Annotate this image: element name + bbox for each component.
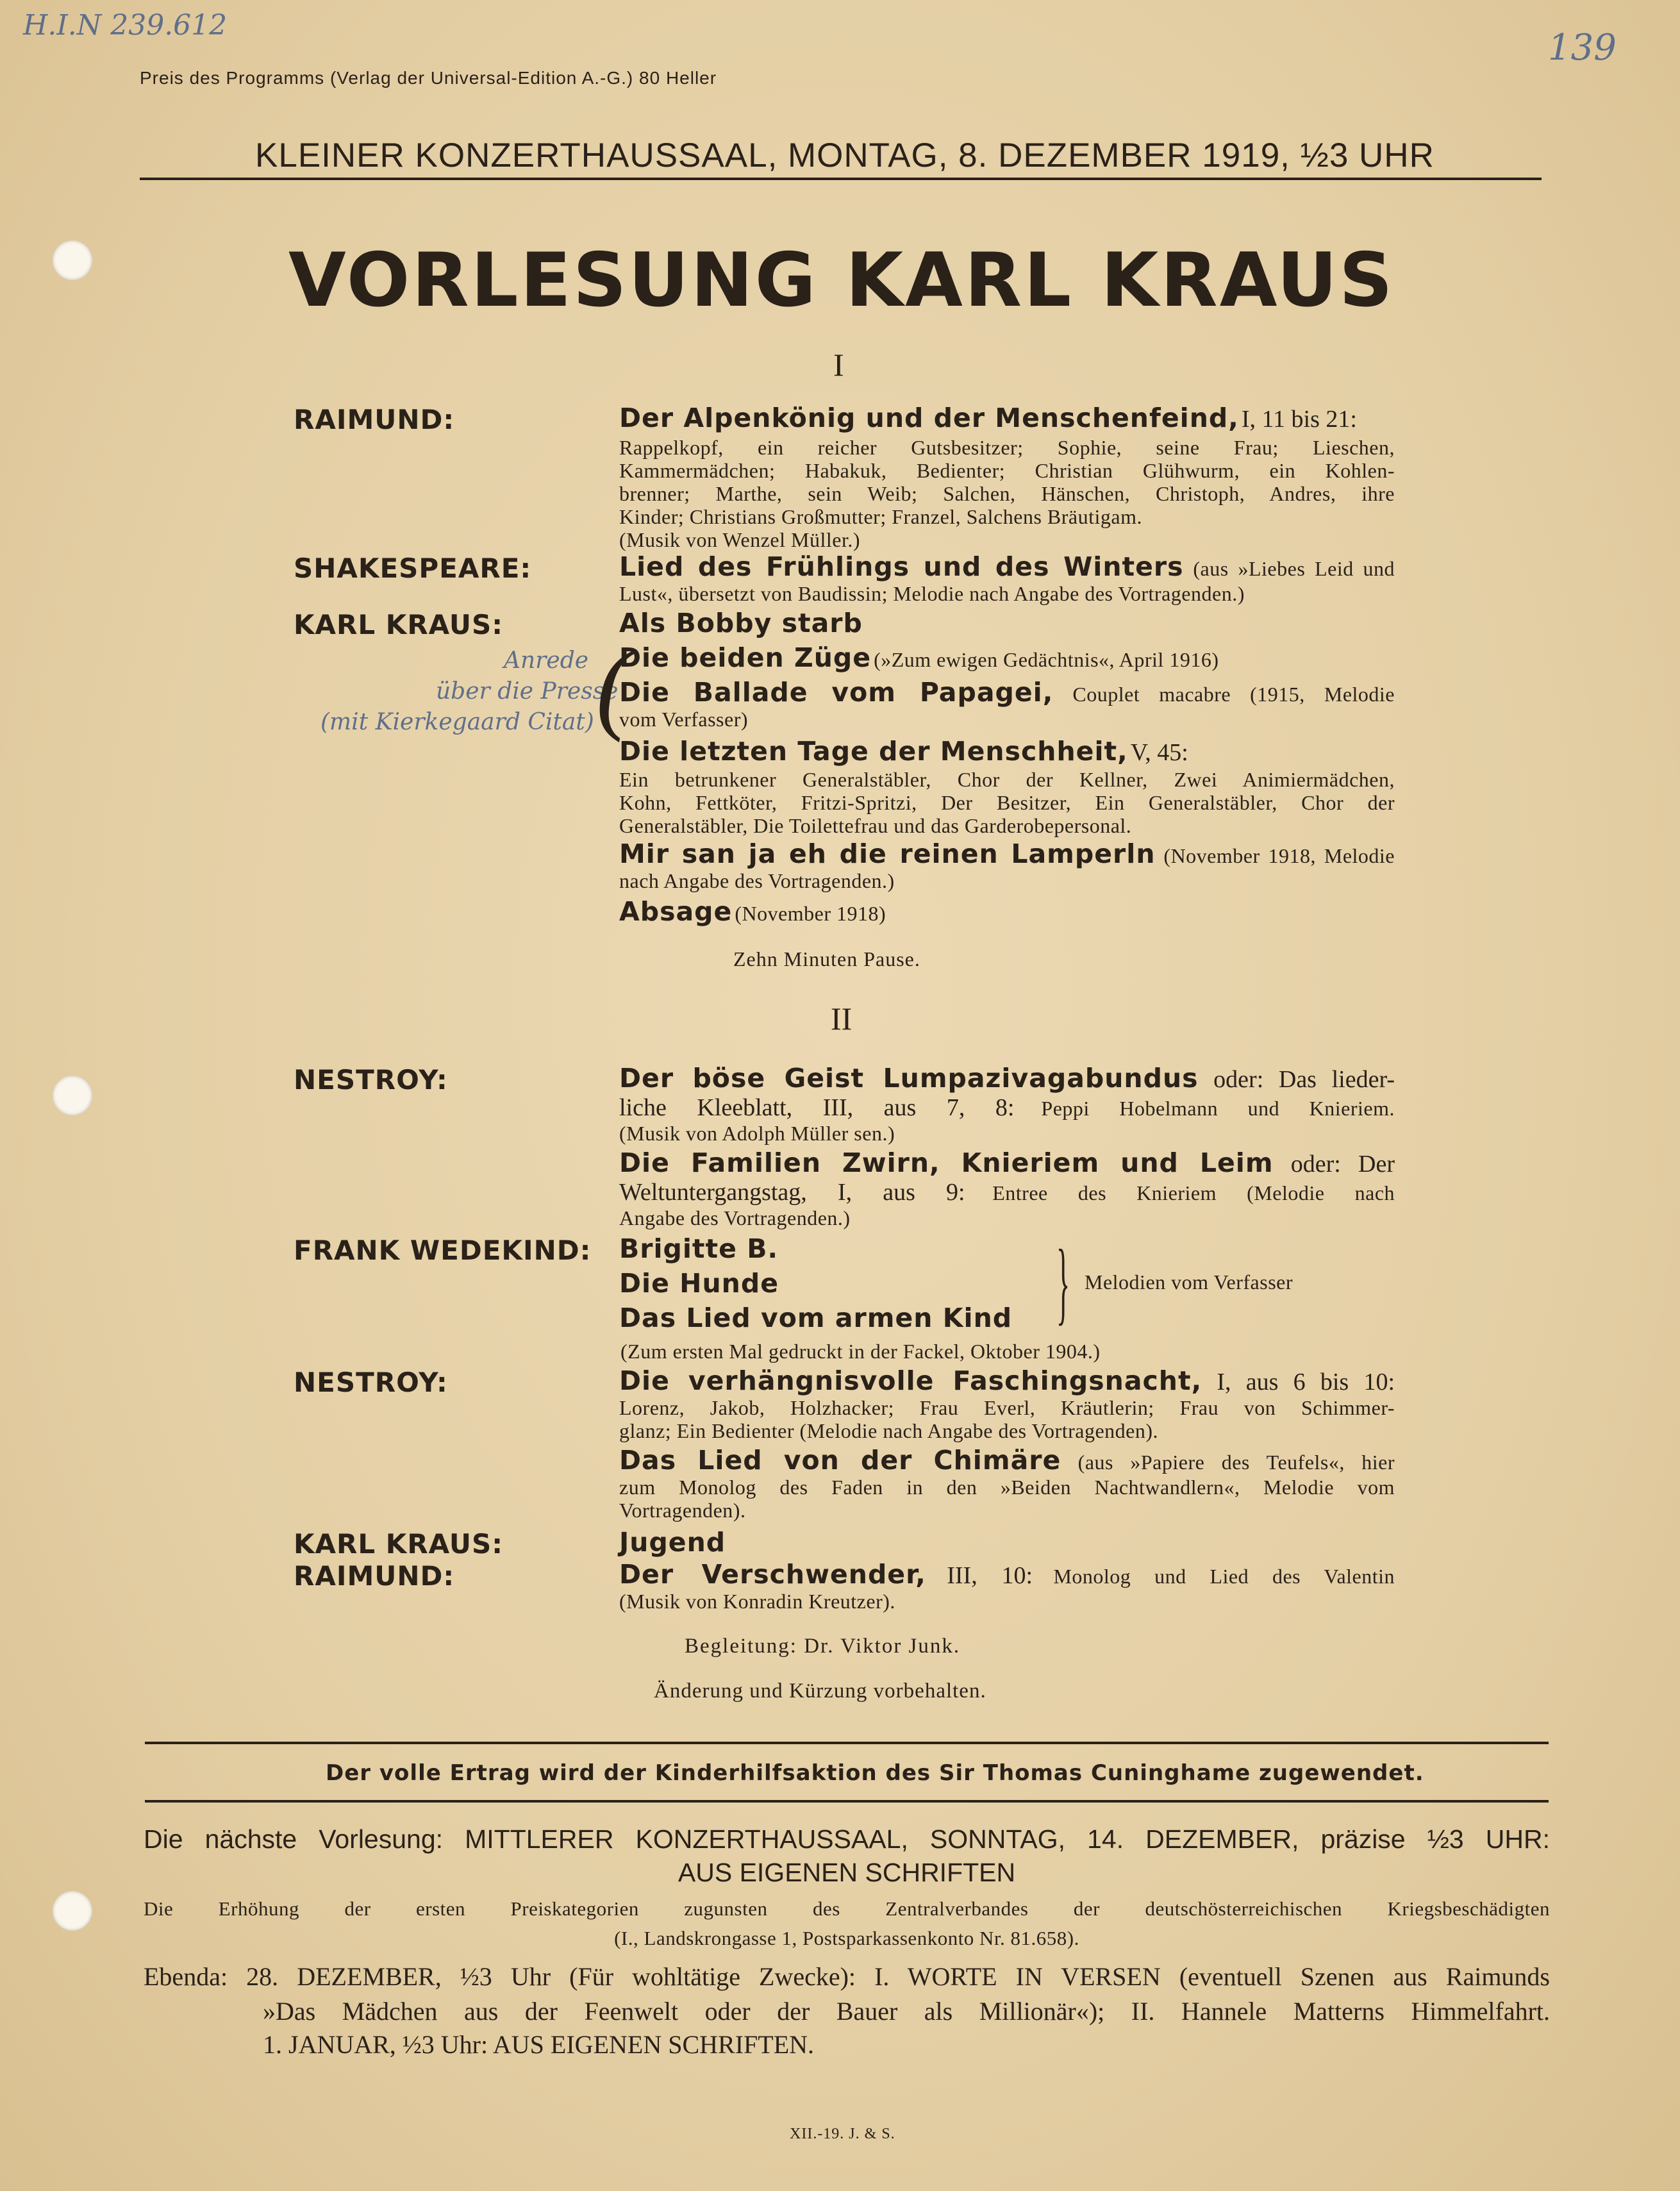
program-item-verschwender: Der Verschwender, III, 10: Monolog und Lied des Valentin (Musik von Konradin Kreutzer). <box>619 1559 1395 1613</box>
page-number: 139 <box>1548 27 1617 69</box>
work-title: Absage <box>619 896 733 927</box>
author-raimund: RAIMUND: <box>294 1560 455 1592</box>
further-readings-line: Ebenda: 28. DEZEMBER, ½3 Uhr (Für wohltätige Zwecke): I. WORTE IN VERSEN (eventuell Szenen aus Raimunds <box>144 1962 1550 1991</box>
further-readings-line: 1. JANUAR, ½3 Uhr: AUS EIGENEN SCHRIFTEN. <box>263 2030 815 2059</box>
price-increase-note: Die Erhöhung der ersten Preiskategorien zugunsten des Zentralverbandes der deutschösterreichischen Kriegsbeschädigten <box>144 1897 1550 1920</box>
handwritten-note-line: über die Presse <box>436 678 619 704</box>
punch-hole <box>53 1891 92 1931</box>
program-item-ballade: Die Ballade vom Papagei, Couplet macabre (1915, Melodie vom Verfasser) <box>619 677 1395 731</box>
program-item-alpenkoenig: Der Alpenkönig und der Menschenfeind, I, 11 bis 21: Rappelkopf, ein reicher Gutsbesitzer; Sophie, seine Frau; Lieschen, Kammermädchen; Habakuk, Bedienter; Christian Glühwurm, ein Kohlen- brenner; Marthe, sein Weib; Salchen, Hänschen, Christoph, Andres, ihre Kinder; Christians Großmutter; Franzel, Salchens Bräutigam. (Musik von Wenzel Müller.) <box>619 403 1395 551</box>
work-title: Der böse Geist Lumpazivagabundus <box>619 1063 1199 1094</box>
part-one-label: I <box>833 347 844 383</box>
work-title: Der Verschwender, <box>619 1559 926 1590</box>
divider <box>145 1800 1549 1803</box>
author-karl-kraus: KARL KRAUS: <box>294 609 504 640</box>
program-item-jugend <box>619 1527 1395 1558</box>
proceeds-note: Der volle Ertrag wird der Kinderhilfsaktion des Sir Thomas Cuninghame zugewendet. <box>326 1760 1424 1786</box>
brace-icon: } <box>1056 1231 1070 1335</box>
handwritten-note-line: (mit Kierkegaard Citat) <box>320 709 594 735</box>
changes-note: Änderung und Kürzung vorbehalten. <box>654 1679 986 1703</box>
work-title: Brigitte B. <box>619 1233 779 1264</box>
program-item-zwirn: Die Familien Zwirn, Knieriem und Leim oder: Der Weltuntergangstag, I, aus 9: Entree des Knieriem (Melodie nach Angabe des Vortragenden.) <box>619 1147 1395 1229</box>
author-karl-kraus: KARL KRAUS: <box>294 1528 504 1560</box>
printer-mark: XII.-19. J. & S. <box>790 2126 895 2142</box>
handwritten-note-line: Anrede <box>504 647 589 674</box>
work-title: Das Lied von der Chimäre <box>619 1445 1061 1476</box>
work-title: Die Familien Zwirn, Knieriem und Leim <box>619 1147 1274 1178</box>
program-item-faschingsnacht: Die verhängnisvolle Faschingsnacht, I, aus 6 bis 10: Lorenz, Jakob, Holzhacker; Frau Everl, Kräutlerin; Frau von Schimmer- glanz; Ein Bedienter (Melodie nach Angabe des Vortragenden). <box>619 1365 1395 1442</box>
program-item-letzten-tage: Die letzten Tage der Menschheit, V, 45: Ein betrunkener Generalstäbler, Chor der Kellner, Zwei Animiermädchen, Kohn, Fettköter, Fritzi-Spritzi, Der Besitzer, Ein Generalstäbler, Chor der Generalstäbler, Die Toilettefrau und das Garderobepersonal. <box>619 736 1395 837</box>
brace-icon: ( <box>596 629 631 743</box>
price-increase-address: (I., Landskrongasse 1, Postsparkassenkonto Nr. 81.658). <box>614 1927 1079 1949</box>
author-raimund: RAIMUND: <box>294 404 455 435</box>
wedekind-melody-note: Melodien vom Verfasser <box>1085 1270 1293 1294</box>
author-nestroy: NESTROY: <box>294 1064 448 1096</box>
divider <box>145 1742 1549 1744</box>
program-item-lied-fruehling: Lied des Frühlings und des Winters (aus »Liebes Leid und Lust«, übersetzt von Baudissin; Melodie nach Angabe des Vortragenden.) <box>619 551 1395 605</box>
work-title: Die Ballade vom Papagei, <box>619 677 1054 708</box>
next-reading-subtitle: AUS EIGENEN SCHRIFTEN <box>678 1858 1016 1887</box>
next-reading-line: Die nächste Vorlesung: MITTLERER KONZERTHAUSSAAL, SONNTAG, 14. DEZEMBER, präzise ½3 UHR: <box>144 1824 1550 1854</box>
further-readings-line: »Das Mädchen aus der Feenwelt oder der Bauer als Millionär«); II. Hannele Matterns Himmelfahrt. <box>263 1997 1550 2026</box>
program-item-zuege: Die beiden Züge (»Zum ewigen Gedächtnis«, April 1916) <box>619 642 1219 673</box>
program-item-brigitte <box>619 1233 1395 1264</box>
work-title: Als Bobby starb <box>619 608 863 638</box>
program-item-chimaere: Das Lied von der Chimäre (aus »Papiere des Teufels«, hier zum Monolog des Faden in den »Beiden Nachtwandlern«, Melodie vom Vortragenden). <box>619 1445 1395 1522</box>
program-item-bobby <box>619 608 1395 638</box>
author-frank-wedekind: FRANK WEDEKIND: <box>294 1235 592 1266</box>
part-two-label: II <box>831 1001 852 1037</box>
punch-hole <box>53 240 92 280</box>
accompaniment-note: Begleitung: Dr. Viktor Junk. <box>685 1635 961 1658</box>
work-title: Lied des Frühlings und des Winters <box>619 551 1184 582</box>
work-title: Jugend <box>619 1527 726 1558</box>
work-title: Die Hunde <box>619 1268 779 1299</box>
author-nestroy: NESTROY: <box>294 1367 448 1398</box>
work-title: Mir san ja eh die reinen Lamperln <box>619 838 1156 869</box>
program-item-absage: Absage (November 1918) <box>619 896 886 927</box>
work-title: Die beiden Züge <box>619 642 872 673</box>
page-title: VORLESUNG KARL KRAUS <box>288 237 1395 324</box>
work-title: Die verhängnisvolle Faschingsnacht, <box>619 1365 1202 1396</box>
wedekind-print-note: (Zum ersten Mal gedruckt in der Fackel, Oktober 1904.) <box>620 1340 1101 1363</box>
work-title: Die letzten Tage der Menschheit, <box>619 736 1128 767</box>
program-item-lamperln: Mir san ja eh die reinen Lamperln (November 1918, Melodie nach Angabe des Vortragenden.) <box>619 838 1395 892</box>
archive-number: H.I.N 239.612 <box>23 9 228 42</box>
pause-note: Zehn Minuten Pause. <box>733 947 920 971</box>
price-line: Preis des Programms (Verlag der Universal-Edition A.-G.) 80 Heller <box>140 68 717 88</box>
work-title: Der Alpenkönig und der Menschenfeind, <box>619 403 1239 433</box>
author-shakespeare: SHAKESPEARE: <box>294 553 532 584</box>
punch-hole <box>53 1076 92 1115</box>
program-item-armes-kind <box>619 1303 1395 1333</box>
work-title: Das Lied vom armen Kind <box>619 1303 1013 1333</box>
program-item-lumpazi: Der böse Geist Lumpazivagabundus oder: Das lieder- liche Kleeblatt, III, aus 7, 8: Peppi Hobelmann und Knieriem. (Musik von Adolph Müller sen.) <box>619 1063 1395 1145</box>
divider <box>140 178 1542 180</box>
venue-line: KLEINER KONZERTHAUSSAAL, MONTAG, 8. DEZEMBER 1919, ½3 UHR <box>255 137 1435 174</box>
